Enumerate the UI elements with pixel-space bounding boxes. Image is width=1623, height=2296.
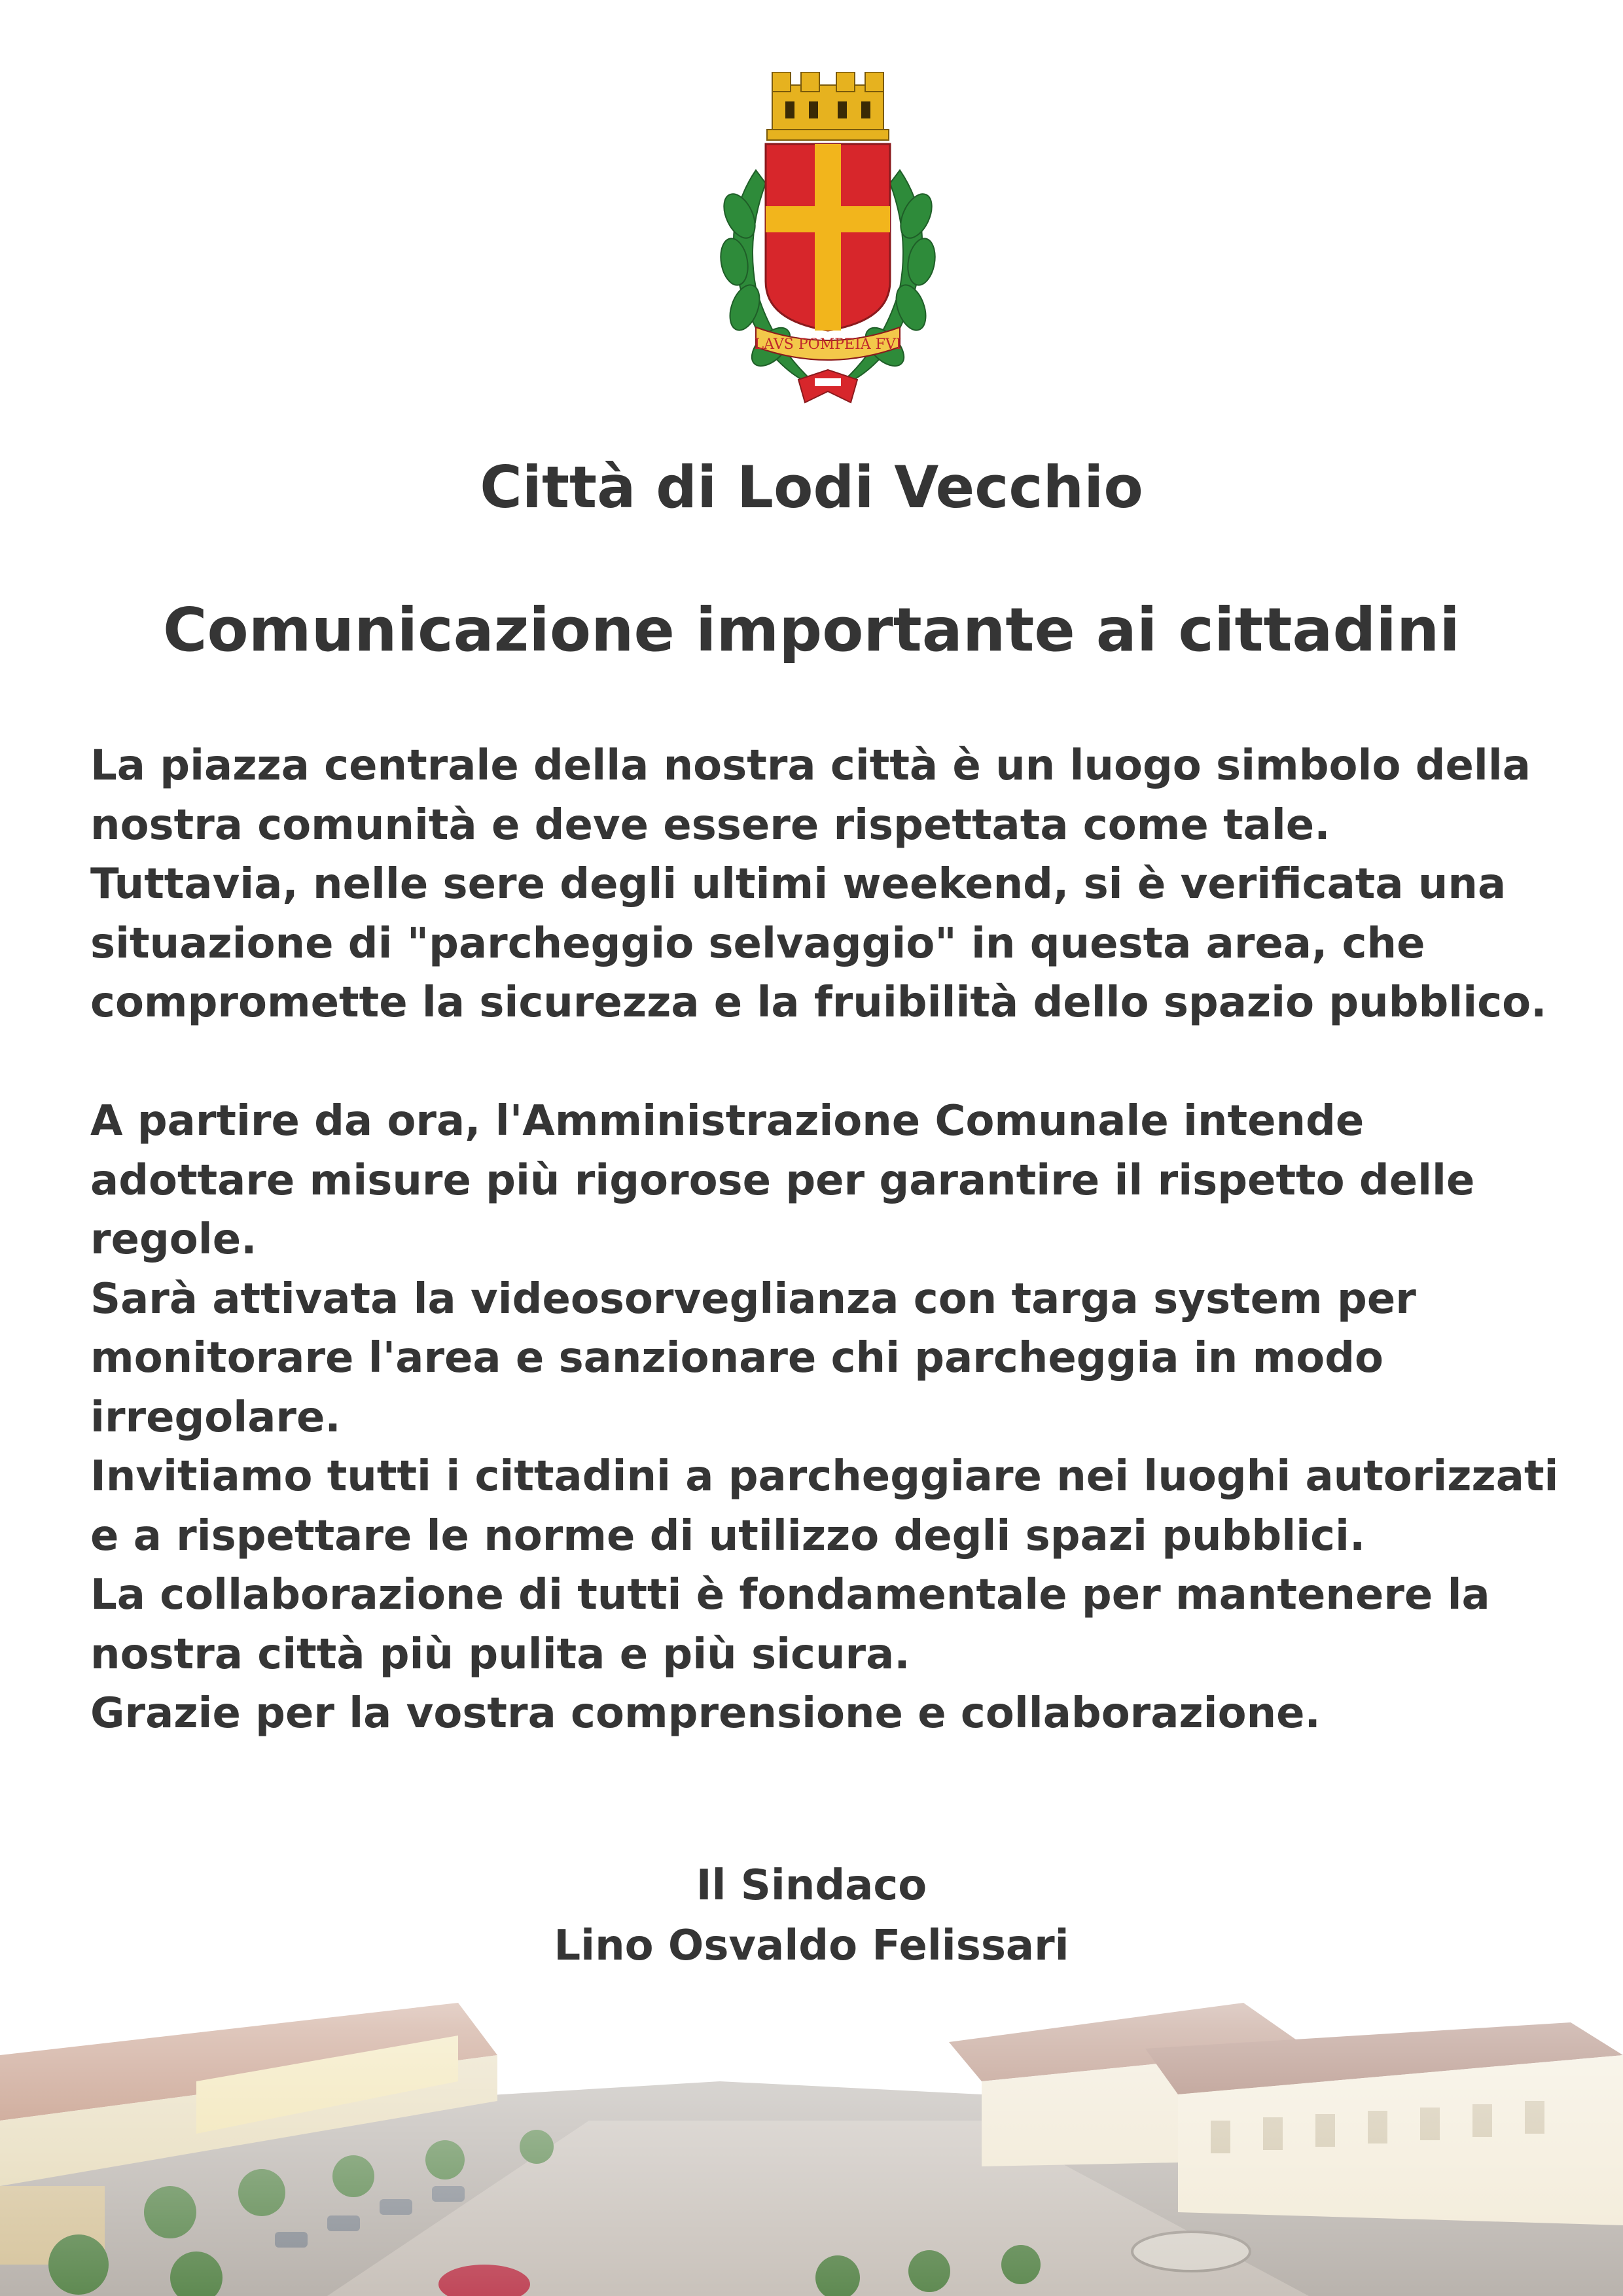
signature-block [0, 1856, 1623, 1976]
body-line: A partire da ora, l'Amministrazione Comunale intende [90, 1097, 1364, 1145]
body-line: e a rispettare le norme di utilizzo degli spazi pubblici. [90, 1511, 1366, 1560]
coat-of-arms-icon [694, 72, 962, 412]
body-line: compromette la sicurezza e la fruibilità dello spazio pubblico. [90, 978, 1547, 1027]
body-line: regole. [90, 1215, 257, 1264]
city-name: Città di Lodi Vecchio [480, 454, 1143, 521]
signature-name: Lino Osvaldo Felissari [554, 1922, 1069, 1970]
body-line: Invitiamo tutti i cittadini a parcheggiare nei luoghi autorizzati [90, 1452, 1559, 1501]
body-line: irregolare. [90, 1393, 341, 1442]
signature-role: Il Sindaco [696, 1861, 927, 1910]
body-line: situazione di "parcheggio selvaggio" in questa area, che [90, 919, 1425, 968]
body-line: monitorare l'area e sanzionare chi parcheggia in modo [90, 1334, 1383, 1382]
body-line: nostra comunità e deve essere rispettata come tale. [90, 800, 1330, 850]
body-line: La piazza centrale della nostra città è un luogo simbolo della [90, 742, 1531, 790]
notice-body [90, 736, 1559, 1744]
notice-title: Comunicazione importante ai cittadini [163, 595, 1460, 665]
body-line: nostra città più pulita e più sicura. [90, 1630, 910, 1679]
body-line: adottare misure più rigorose per garantire il rispetto delle [90, 1156, 1475, 1205]
paragraph-gap [90, 1033, 1550, 1092]
body-line: Tuttavia, nelle sere degli ultimi weekend, si è verificata una [90, 860, 1507, 908]
body-line: Grazie per la vostra comprensione e collaborazione. [90, 1689, 1321, 1738]
body-line: Sarà attivata la videosorveglianza con targa system per [90, 1274, 1416, 1323]
body-line: La collaborazione di tutti è fondamentale per mantenere la [90, 1571, 1490, 1619]
motto-text: LAVS POMPEIA FVI [754, 336, 902, 353]
